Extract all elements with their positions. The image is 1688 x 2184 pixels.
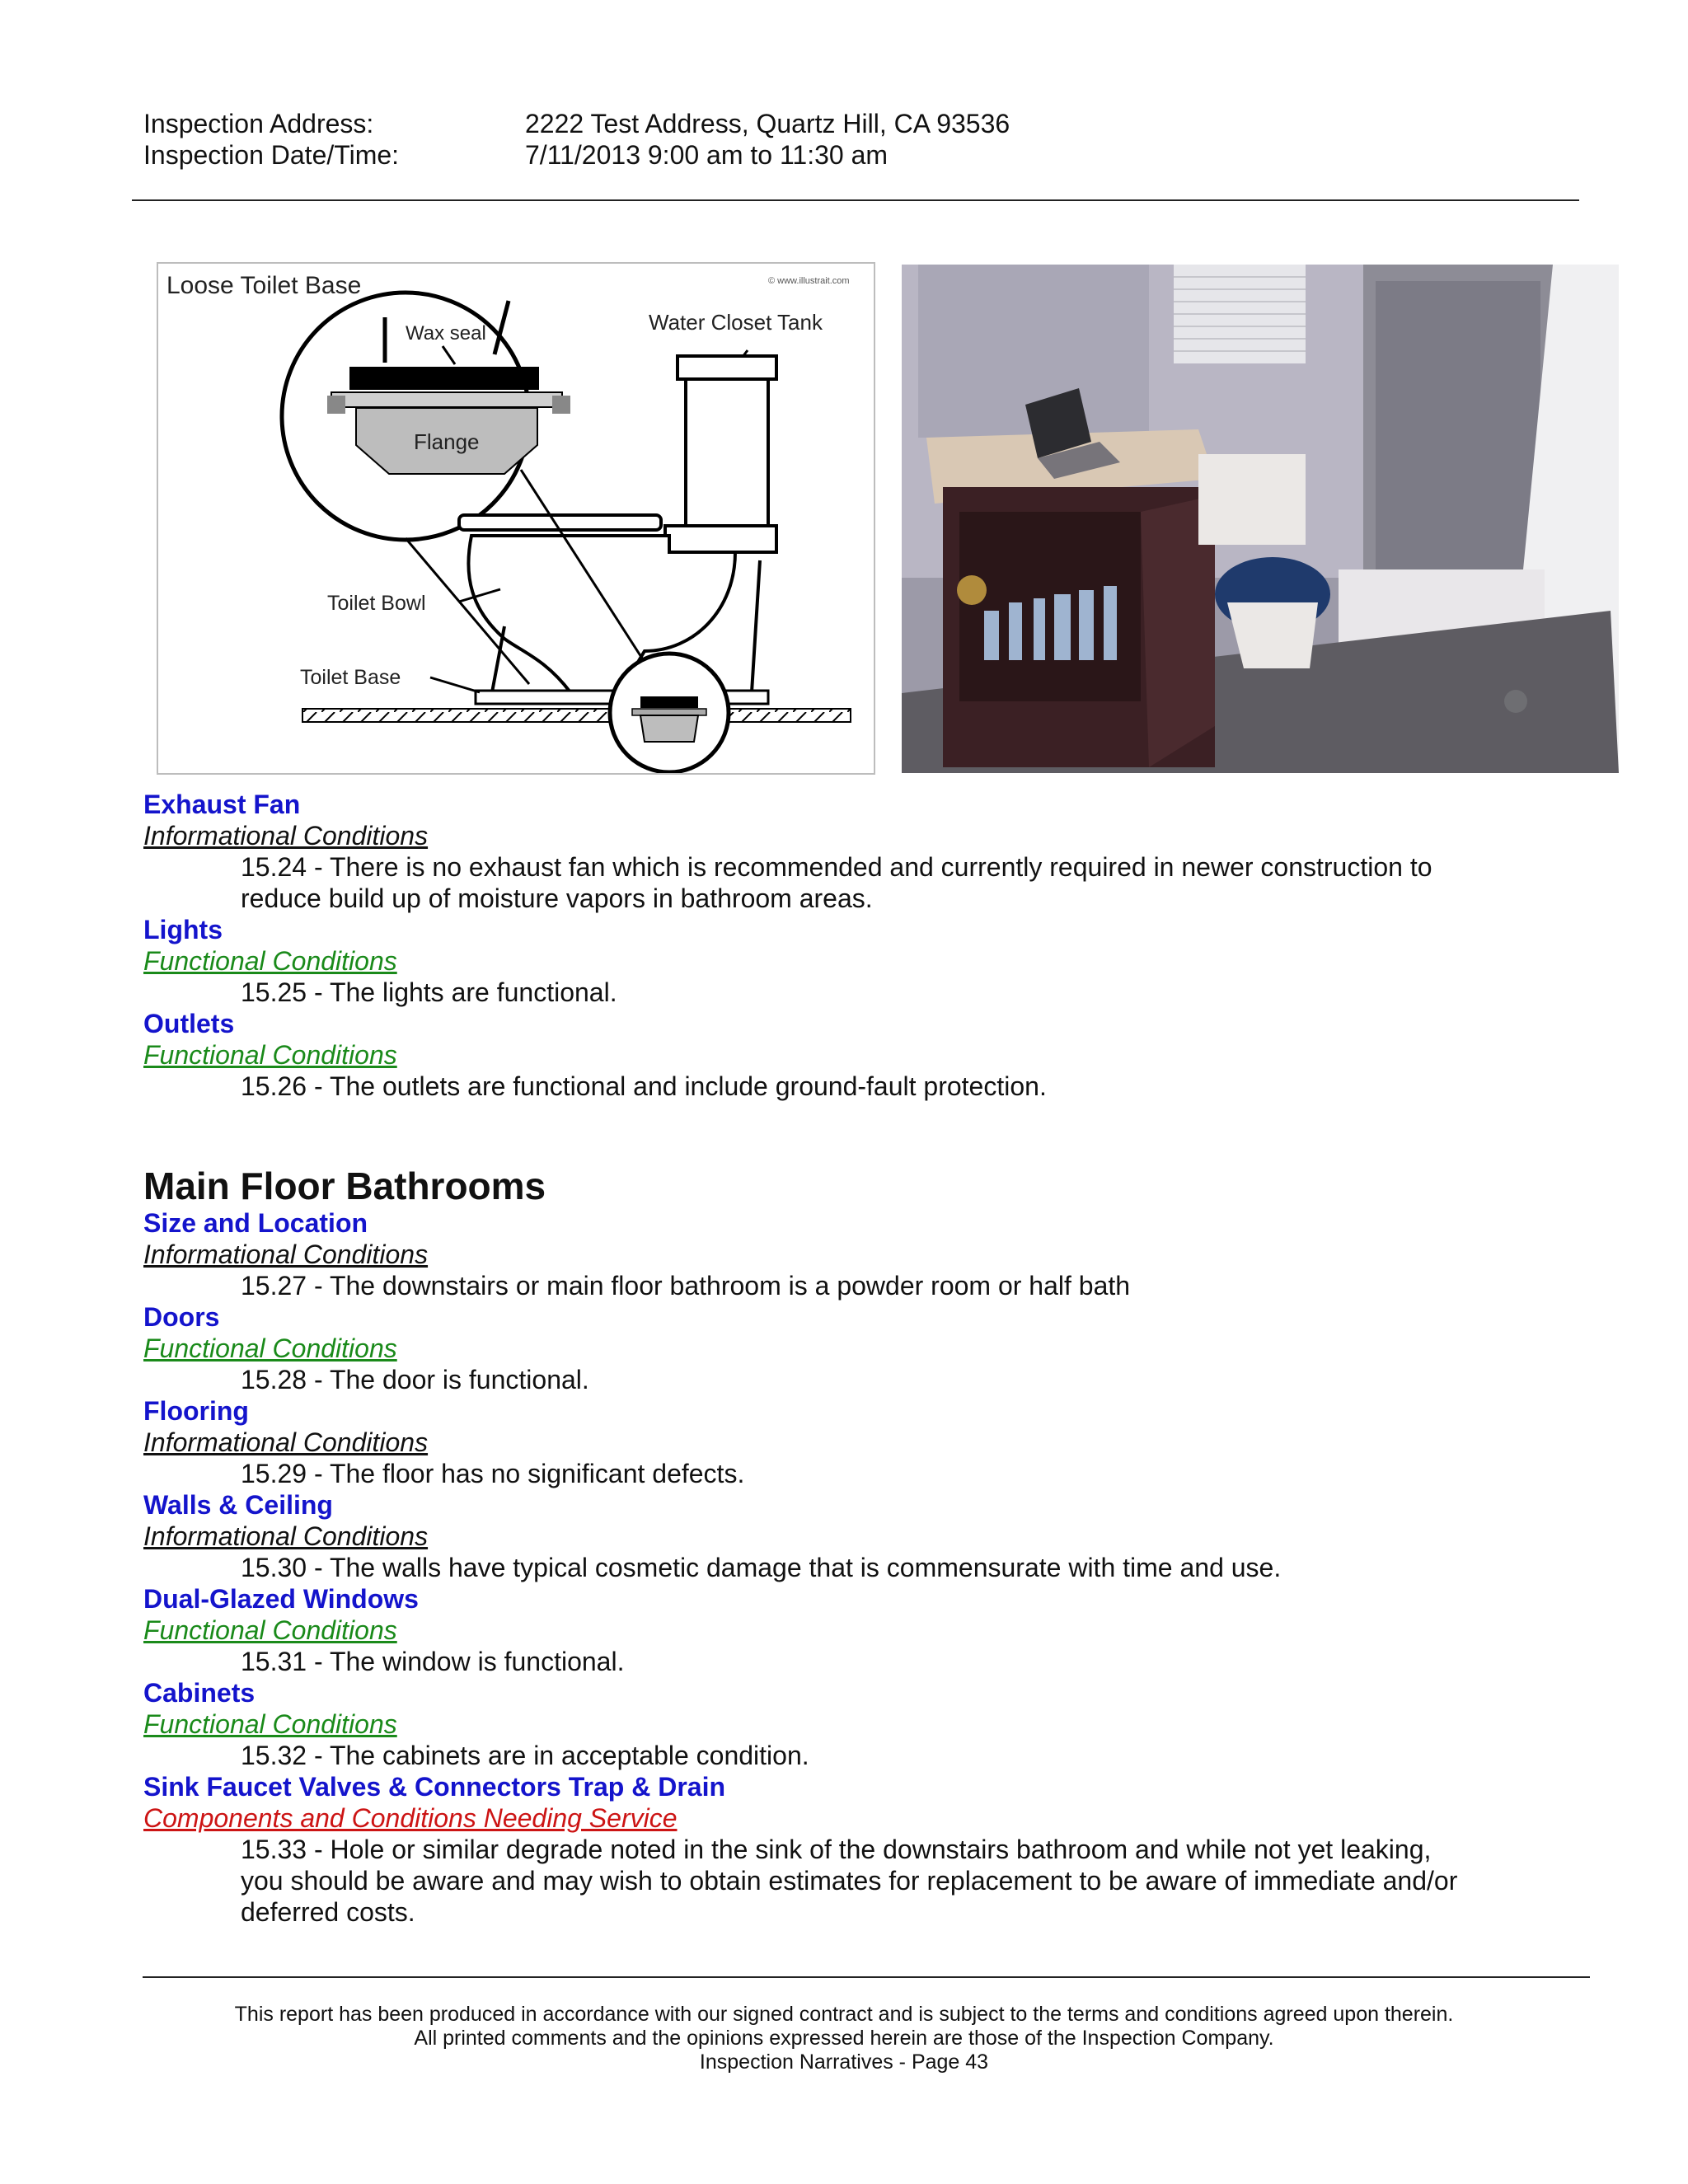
item-heading: Cabinets (143, 1678, 256, 1708)
section-title: Main Floor Bathrooms (143, 1165, 546, 1207)
condition-label: Informational Conditions (143, 1240, 429, 1269)
narrative-line: 15.25 - The lights are functional. (241, 977, 617, 1007)
item-lights (143, 914, 1561, 1008)
condition-label: Informational Conditions (143, 1427, 429, 1457)
tank-label: Water Closet Tank (649, 310, 823, 335)
item-heading: Outlets (143, 1009, 235, 1038)
inspection-datetime-label: Inspection Date/Time: (143, 140, 400, 170)
narrative-line: reduce build up of moisture vapors in bathroom areas. (241, 883, 873, 913)
condition-label: Functional Conditions (143, 946, 397, 976)
page-number: Inspection Narratives - Page 43 (699, 2050, 989, 2074)
diagram-copyright: © www.illustrait.com (768, 276, 850, 286)
diagram-title: Loose Toilet Base (166, 272, 362, 299)
narrative-line: 15.24 - There is no exhaust fan which is recommended and currently required in newer construction to (241, 852, 1432, 882)
condition-label: Informational Conditions (143, 1521, 429, 1551)
narrative-line: 15.30 - The walls have typical cosmetic damage that is commensurate with time and use. (241, 1553, 1282, 1582)
flange-label: Flange (414, 429, 480, 454)
item-heading: Doors (143, 1302, 220, 1332)
condition-label: Functional Conditions (143, 1040, 397, 1070)
inspection-address-label: Inspection Address: (143, 109, 374, 138)
item-outlets (143, 1008, 1561, 1102)
narrative-line: 15.26 - The outlets are functional and include ground-fault protection. (241, 1071, 1047, 1101)
narrative-line: you should be aware and may wish to obtain estimates for replacement to be aware of immediate and/or (241, 1866, 1458, 1896)
footer-divider (143, 1976, 1590, 1978)
wax-seal-label: Wax seal (406, 322, 486, 344)
item-heading: Dual-Glazed Windows (143, 1584, 419, 1614)
narrative-content (143, 789, 1561, 1928)
narrative-line: 15.32 - The cabinets are in acceptable condition. (241, 1741, 809, 1770)
item-heading: Size and Location (143, 1208, 368, 1238)
item-heading: Flooring (143, 1396, 249, 1426)
inspection-datetime-value: 7/11/2013 9:00 am to 11:30 am (525, 140, 889, 170)
inspection-address-value: 2222 Test Address, Quartz Hill, CA 93536 (525, 109, 1010, 138)
narrative-line: 15.28 - The door is functional. (241, 1365, 589, 1394)
narrative-line: deferred costs. (241, 1897, 415, 1927)
item-size-and-location (143, 1207, 1561, 1301)
item-cabinets (143, 1677, 1561, 1771)
condition-label: Functional Conditions (143, 1615, 397, 1645)
item-heading: Lights (143, 915, 223, 944)
page-footer (0, 2003, 1688, 2074)
condition-label: Functional Conditions (143, 1333, 397, 1363)
toilet-base-diagram (157, 262, 875, 775)
narrative-line: 15.31 - The window is functional. (241, 1647, 625, 1676)
bathroom-photo (902, 265, 1619, 773)
narrative-line: 15.33 - Hole or similar degrade noted in the sink of the downstairs bathroom and while not yet leaking, (241, 1835, 1432, 1864)
item-flooring (143, 1395, 1561, 1489)
toilet-bowl-label: Toilet Bowl (327, 592, 426, 615)
condition-label: Components and Conditions Needing Service (143, 1803, 678, 1833)
condition-label: Informational Conditions (143, 821, 429, 851)
header-divider (132, 199, 1579, 201)
narrative-line: 15.27 - The downstairs or main floor bathroom is a powder room or half bath (241, 1271, 1131, 1301)
footer-line: This report has been produced in accordance with our signed contract and is subject to the terms and conditions agreed upon therein. (234, 2003, 1454, 2026)
condition-label: Functional Conditions (143, 1709, 397, 1739)
item-sink-faucet (143, 1771, 1561, 1928)
item-walls-ceiling (143, 1489, 1561, 1583)
toilet-base-label: Toilet Base (300, 666, 401, 689)
footer-line: All printed comments and the opinions expressed herein are those of the Inspection Company. (414, 2027, 1274, 2050)
item-heading: Sink Faucet Valves & Connectors Trap & Drain (143, 1772, 725, 1802)
item-heading: Walls & Ceiling (143, 1490, 333, 1520)
item-exhaust-fan (143, 789, 1561, 914)
narrative-line: 15.29 - The floor has no significant defects. (241, 1459, 745, 1488)
item-heading: Exhaust Fan (143, 790, 301, 819)
item-dual-glazed-windows (143, 1583, 1561, 1677)
item-doors (143, 1301, 1561, 1395)
